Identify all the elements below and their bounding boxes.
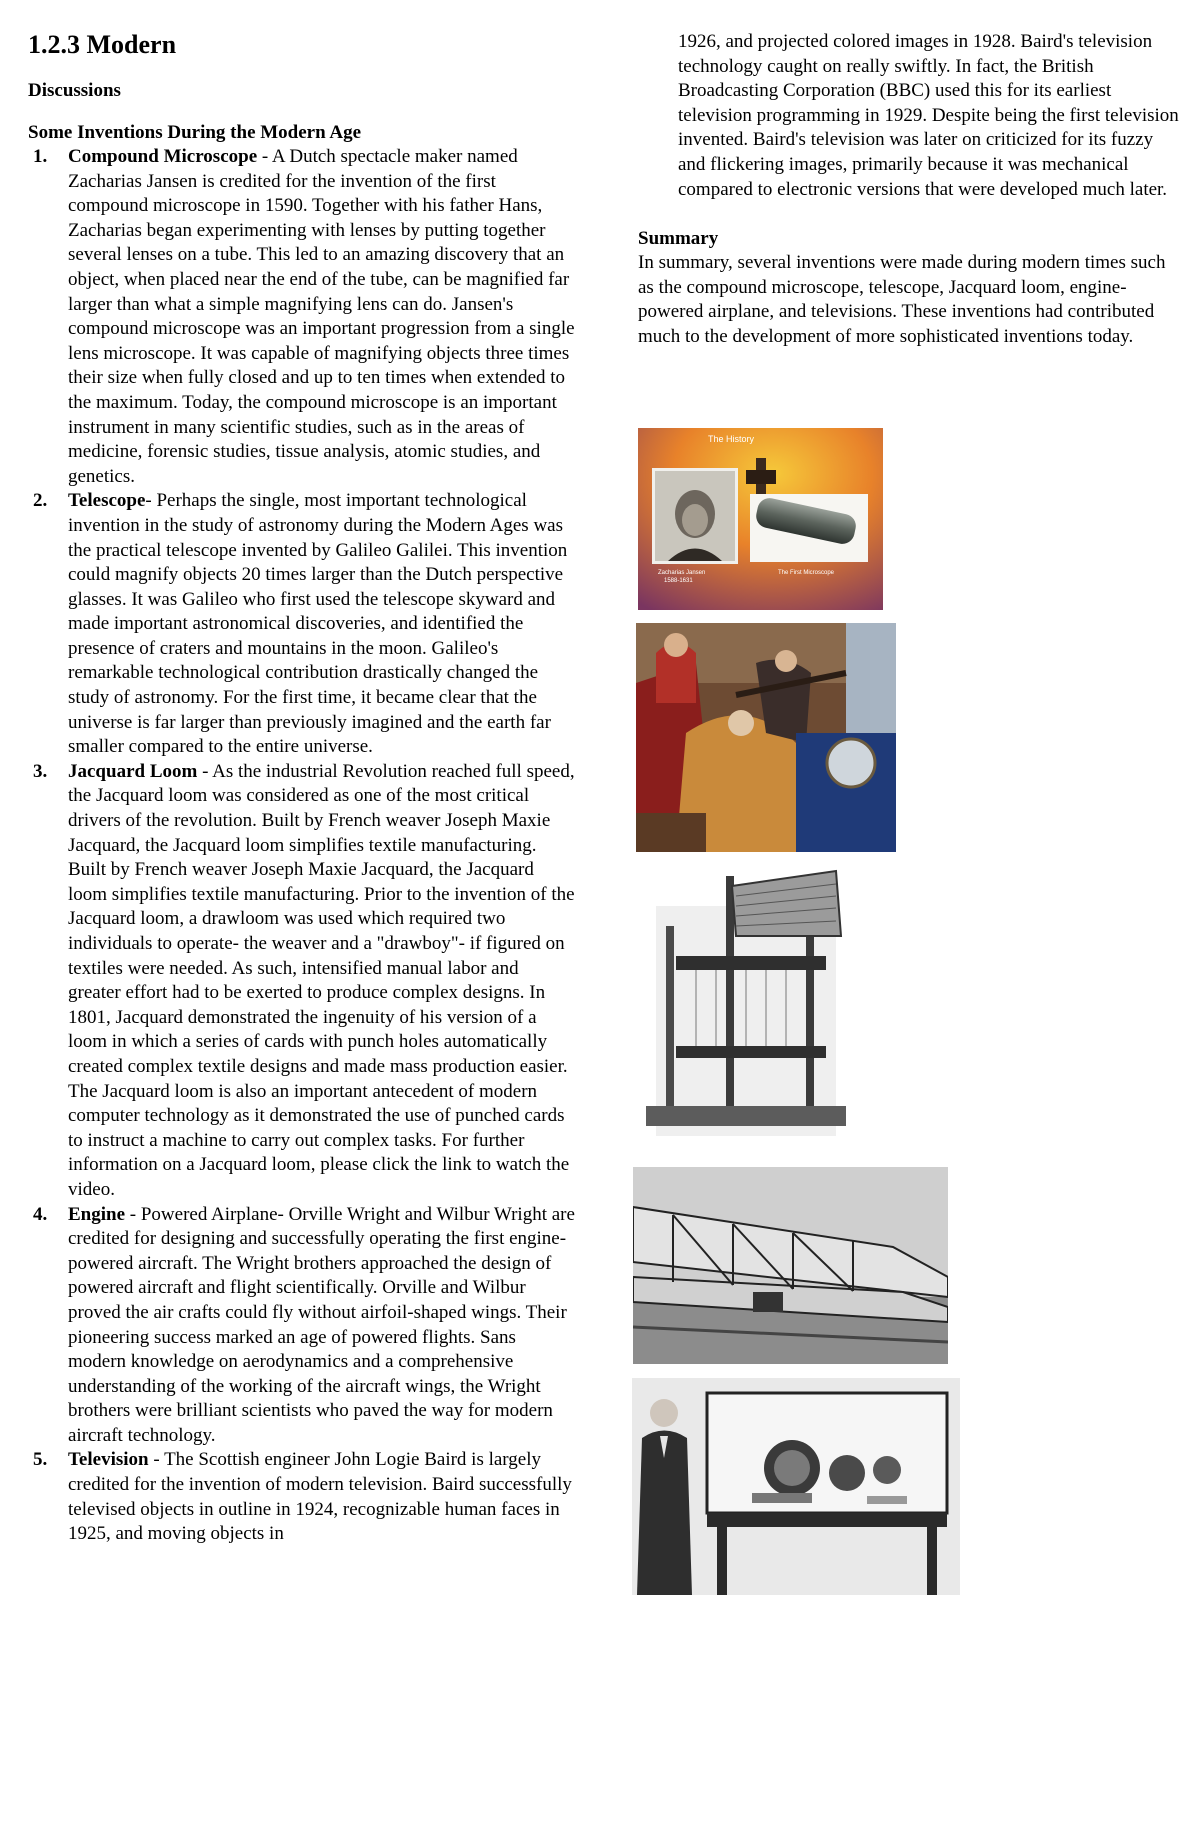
item-text: - The Scottish engineer John Logie Baird is largely credited for the invention of modern television. Baird successfully televised objects in outline in 1924, recognizable human faces in 1925, and moving objects in [68, 1449, 572, 1545]
item-number: 3. [33, 760, 48, 782]
item-number: 2. [33, 490, 48, 512]
baird-television-image [632, 1378, 960, 1595]
left-column [28, 0, 576, 1547]
microscope-caption: The First Microscope [778, 570, 835, 576]
item-name: Telescope [68, 490, 146, 512]
item-name: Television [68, 1449, 149, 1471]
summary-heading: Summary [638, 228, 719, 250]
inventions-list [28, 145, 576, 1547]
discussions-heading: Discussions [28, 80, 121, 101]
item-number: 1. [33, 146, 48, 167]
jansen-microscope-image [638, 428, 883, 610]
list-item [28, 760, 576, 1203]
item-number: 4. [33, 1203, 48, 1225]
item-name: Compound Microscope [68, 146, 258, 167]
history-title: The History [708, 434, 755, 444]
jansen-years: 1588-1631 [664, 578, 693, 584]
galileo-painting-image [636, 623, 896, 852]
item-text: - Powered Airplane- Orville Wright and Wilbur Wright are credited for designing and successfully operating the first engine-powered aircraft. The Wright brothers approached the design of powered aircraft and flight scientifically. Orville and Wilbur proved the air crafts could fly without airfoil-shaped wings. Their pioneering success marked an age of powered flights. Sans modern knowledge on aerodynamics and a comprehensive understanding of the working of the aircraft wings, the Wright brothers were brilliant scientists who paved the way for modern aircraft technology. [68, 1203, 575, 1446]
jansen-caption: Zacharias Jansen [658, 570, 706, 576]
item-text: - As the industrial Revolution reached full speed, the Jacquard loom was considered as one of the most critical drivers of the revolution. Built by French weaver Joseph Maxie Jacquard, the Jacquard loom simplifies textile manufacturing. Built by French weaver Joseph Maxie Jacquard, the Jacquard loom simplifies textile manufacturing. Prior to the invention of the Jacquard loom, a drawloom was used which required two individuals to operate- the weaver and a "drawboy"- if figured on textiles were needed. As such, intensified manual labor and greater effort had to be exerted to produce complex designs. In 1801, Jacquard demonstrated the ingenuity of his version of a loom in which a series of cards with punch holes automatically created complex textile designs and made mass production easier. The Jacquard loom is also an important antecedent of modern computer technology as it demonstrated the use of punched cards to instruct a machine to carry out complex tasks. For further information on a Jacquard loom, please click the link to watch the video. [68, 760, 575, 1200]
item-text: - Perhaps the single, most important technological invention in the study of astronomy during the Modern Ages was the practical telescope invented by Galileo Galilei. This invention could magnify objects 20 times larger than the Dutch perspective glasses. It was Galileo who first used the telescope skyward and made important astronomical discoveries, and identified the presence of craters and mountains in the moon. Galileo's remarkable technological contribution drastically changed the study of astronomy. For the first time, it became clear that the universe is far larger than previously imagined and the earth far smaller compared to the entire universe. [68, 490, 568, 758]
wright-airplane-image [633, 1167, 948, 1364]
item-name: Engine [68, 1203, 126, 1225]
television-continuation: 1926, and projected colored images in 1928. Baird's television technology caught on really swiftly. In fact, the British Broadcasting Corporation (BBC) used this for its earliest television programming in 1929. Despite being the first television invented. Baird's television was later on criticized for its fuzzy and flickering images, primarily because it was mechanical compared to electronic versions that were developed much later. [678, 31, 1179, 200]
list-item [28, 489, 576, 760]
section-heading: 1.2.3 Modern [28, 30, 177, 59]
list-item [28, 145, 576, 489]
summary-text: In summary, several inventions were made during modern times such as the compound microscope, telescope, Jacquard loom, engine-powered airplane, and televisions. These inventions had contributed much to the development of more sophisticated inventions today. [638, 252, 1166, 347]
item-text: - A Dutch spectacle maker named Zacharias Jansen is credited for the invention of the first compound microscope in 1590. Together with his father Hans, Zacharias began experimenting with lenses by putting together several lenses on a tube. This led to an amazing discovery that an object, when placed near the end of the tube, can be magnified far larger than what a simple magnifying lens can do. Jansen's compound microscope was an important progression from a single lens microscope. It was capable of magnifying objects three times their size when fully closed and up to ten times when extended to the maximum. Today, the compound microscope is an important instrument in many scientific studies, such as in the areas of medicine, forensic studies, tissue analysis, atomic studies, and genetics. [68, 146, 575, 487]
list-item [28, 1203, 576, 1449]
item-number: 5. [33, 1449, 48, 1471]
item-name: Jacquard Loom [68, 760, 198, 782]
right-column [638, 0, 1183, 350]
list-item [28, 1448, 576, 1546]
jacquard-loom-image [636, 866, 864, 1148]
inventions-subheading: Some Inventions During the Modern Age [28, 122, 362, 143]
